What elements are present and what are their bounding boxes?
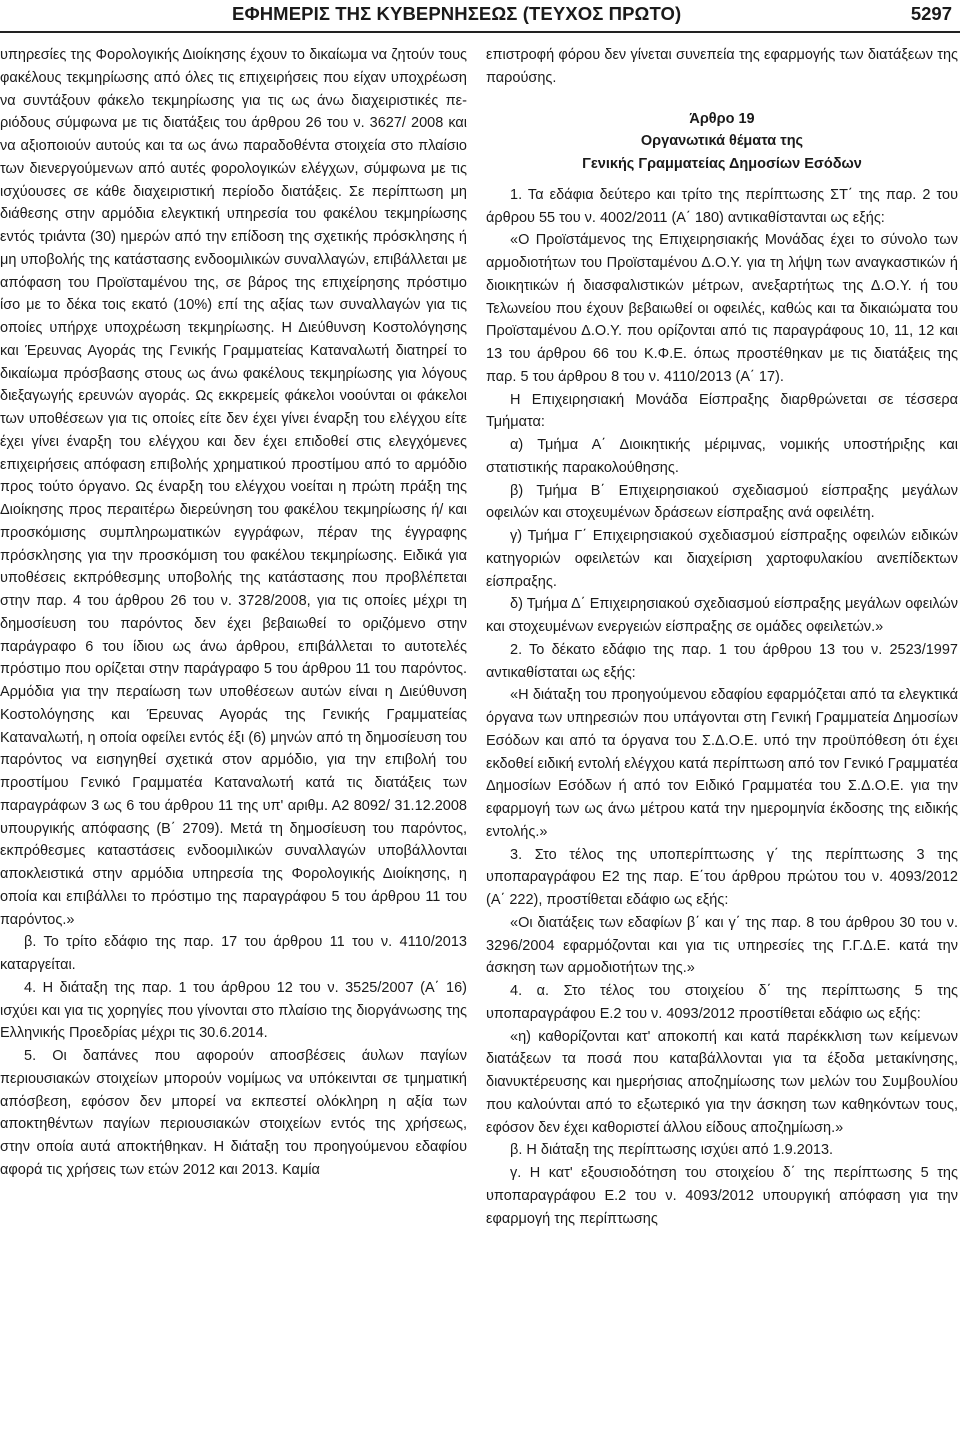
right-column: [486, 44, 958, 1230]
header-divider: [0, 31, 960, 33]
paragraph: β. Η διάταξη της περίπτωσης ισχύει από 1.9.2013.: [510, 1142, 834, 1159]
article-title: Οργανωτικά θέματα της: [640, 133, 804, 150]
spacer: [486, 176, 958, 184]
article-number: Άρθρο 19: [689, 110, 755, 127]
paragraph: Η Επιχειρησιακή Μονάδα Είσπραξης διαρθρώνεται σε τέσσερα Τμήματα:: [486, 391, 958, 431]
paragraph: 4. Η διάταξη της παρ. 1 του άρθρου 12 του ν. 3525/2007 (Α΄ 16) ισχύει και για τις χορηγίες που γίνονται στο πλαίσιο της διοργάνωσης της Ελληνικής Προεδρίας μέχρι τις 30.6.2014.: [0, 979, 467, 1042]
article-title: Γενικής Γραμματείας Δημοσίων Εσόδων: [582, 156, 862, 172]
paragraph: 2. Το δέκατο εδάφιο της παρ. 1 του άρθρου 13 του ν. 2523/1997 αντικαθίσταται ως εξής:: [486, 641, 958, 681]
paragraph: 1. Τα εδάφια δεύτερο και τρίτο της περίπτωσης ΣΤ΄ της παρ. 2 του άρθρου 55 του ν. 4002/2011 (Α΄ 180) αντικαθίστανται ως εξής:: [486, 186, 958, 226]
left-column: [0, 44, 467, 1182]
article-heading: [486, 108, 958, 176]
page-number: 5297: [910, 3, 952, 24]
gazette-title: ΕΦΗΜΕΡΙΣ ΤΗΣ ΚΥΒΕΡΝΗΣΕΩΣ (ΤΕΥΧΟΣ ΠΡΩΤΟ): [232, 3, 682, 24]
page-header: [0, 0, 960, 30]
paragraph: υπηρεσίες της Φορολογικής Διοίκησης έχουν το δικαίωμα να ζητούν τους φακέλους τεκμηρίωσης από όλες τις επιχειρήσεις που είχαν υποχρέωση να συντάξουν φάκελο τεκμηρίωσης για τις ως άνω διαχειριστικές περιόδους σύμφωνα με τις διατάξεις του άρθρου 26 του ν. 3627/ 2008 και να αξιοποιούν αυτούς και τα ως άνω παραδοθέντα στοιχεία στο πλαίσιο των διενεργούμενων από αυτές φορολογικών ελέγχων, σύμφωνα με τις ισχύουσες σε κάθε διαχειριστική περίοδο διατάξεις. Σε περίπτωση μη διάθεσης στην αρμόδια ελεγκτική υπηρεσία του φακέλου τεκμηρίωσης εντός τριάντα (30) ημερών από την επίδοση της σχετικής πρόσκλησης ή μη υποβολής της κατάστασης ενδοομιλικών συναλλαγών, επιβάλλεται με απόφαση του Προϊσταμένου της, σε βάρος της επιχείρησης πρόστιμο ίσο με το δέκα τοις εκατό (10%) επί της αξίας των συναλλαγών για τις οποίες υπήρχε υποχρέωση τεκμηρίωσης. Η Διεύθυνση Κοστολόγησης και Έρευνας Αγοράς της Γενικής Γραμματείας Καταναλωτή διατηρεί το δικαίωμα πρόσβασης στους ως άνω φακέλους τεκμηρίωσης για λόγους διεξαγωγής ερευνών αγοράς. Ως εκκρεμείς φάκελοι νοούνται οι φάκελοι των υποθέσεων για τις οποίες είτε δεν έχει γίνει έναρξη του ελέγχου είτε έχει γίνει έναρξη του ελέγχου και δεν έχει επιδοθεί στις ελεγχόμενες επιχειρήσεις απόφαση επιβολής χρηματικού προστίμου από το αρμόδιο προς τούτο όργανο. Ως έναρξη του ελέγχου νοείται η πρώτη πράξη της Διοίκησης προς περαιτέρω διερεύνηση του φακέλου τεκμηρίωσης ή/ και προσκόμισης συμπληρωματικών εγγράφων, πέραν της έγγραφης πρόσκλησης για την προσκόμιση του φακέλου τεκμηρίωσης. Ειδικά για υποθέσεις εκπρόθεσμης υποβολής της κατάστασης που προβλέπεται στην παρ. 4 του άρθρου 26 του ν. 3728/2008, για τις οποίες μέχρι τη δημοσίευση του παρόντος δεν έχει βεβαιωθεί το οριζόμενο στην παράγραφο 6 του ίδιου ως άνω άρθρου, επιβάλλεται το αυτοτελές πρόστιμο που ορίζεται στην παράγραφο 5 του άρθρου 11 του παρόντος. Αρμόδια για την περαίωση των υποθέσεων αυτών είναι η Διεύθυνση Κοστολόγησης και Έρευνας Αγοράς της Γενικής Γραμματείας Καταναλωτή, η οποία οφείλει εντός έξι (6) μηνών από τη δημοσίευση του παρόντος να εισηγηθεί σχετικά στον αρμόδιο, για την επιβολή του προστίμου Γενικό Γραμματέα Καταναλωτή κατά τις διατάξεις των παραγράφων 3 ως 6 του άρθρου 11 της υπ' αριθμ. Α2 8092/ 31.12.2008 υπουργικής απόφασης (Β΄ 2709). Μετά τη δημοσίευση του παρόντος, εκπρόθεσμες καταστάσεις ενδοομιλικών συναλλαγών υποβάλλονται αποκλειστικά στην αρμόδια υπηρεσία της Φορολογικής Διοίκησης, η οποία και επιβάλλει το πρόστιμο της παραγράφου 5 του άρθρου 11 του παρόντος.»: [0, 47, 467, 928]
paragraph: 4. α. Στο τέλος του στοιχείου δ΄ της περίπτωσης 5 της υποπαραγράφου Ε.2 του ν. 4093/2012 προστίθεται εδάφιο ως εξής:: [486, 983, 958, 1022]
paragraph: επιστροφή φόρου δεν γίνεται συνεπεία της εφαρμογής των διατάξεων της παρούσης.: [486, 47, 958, 86]
paragraph: 5. Οι δαπάνες που αφορούν αποσβέσεις άυλων παγίων περιουσιακών στοιχείων μπορούν νομίμως να υπόκεινται σε τμηματική απόσβεση, εφόσον δεν μπορεί να εκπεστεί ολόκληρη η αξία των αποκτηθέντων παγίων περιουσιακών στοιχείων εντός της χρήσεως, στην οποία αυτά αποκτήθηκαν. Η διάταξη του προηγούμενου εδαφίου αφορά τις χρήσεις των ετών 2012 και 2013. Καμία: [0, 1048, 467, 1178]
paragraph: β. Το τρίτο εδάφιο της παρ. 17 του άρθρου 11 του ν. 4110/2013 καταργείται.: [0, 934, 467, 973]
paragraph: «Ο Προϊστάμενος της Επιχειρησιακής Μονάδας έχει το σύνολο των αρμοδιοτήτων του Προϊσταμένου Δ.Ο.Υ. για τη λήψη των αναγκαστικών ή διοικητικών ή διασφαλιστικών μέτρων, ανεξαρτήτως της Δ.Ο.Υ. ή του Τελωνείου που έχουν βεβαιωθεί οι οφειλές, καθώς και τα δικαιώματα του Προϊσταμένου Δ.Ο.Υ. που ορίζονται από τις παραγράφους 10, 11, 12 και 13 του άρθρου 66 του Κ.Φ.Ε. όπως προστέθηκαν με τις διατάξεις της παρ. 5 του άρθρου 8 του ν. 4110/2013 (Α΄ 17).: [486, 232, 958, 385]
paragraph: γ. Η κατ' εξουσιοδότηση του στοιχείου δ΄ της περίπτωσης 5 της υποπαραγράφου Ε.2 του ν. 4093/2012 υπουργική απόφαση για την εφαρμογή της περίπτωσης: [486, 1165, 958, 1227]
paragraph: β) Τμήμα Β΄ Επιχειρησιακού σχεδιασμού είσπραξης μεγάλων οφειλών και στοχευμένων δράσεων είσπραξης ανά οφειλέτη.: [486, 482, 958, 522]
paragraph: δ) Τμήμα Δ΄ Επιχειρησιακού σχεδιασμού είσπραξης μεγάλων οφειλών και στοχευμένων ενεργειών είσπραξης σε ομάδες οφειλετών.»: [486, 596, 958, 635]
paragraph: 3. Στο τέλος της υποπερίπτωσης γ΄ της περίπτωσης 3 της υποπαραγράφου Ε2 της παρ. Ε΄του άρθρου πρώτου του ν. 4093/2012 (Α΄ 222), προστίθεται εδάφιο ως εξής:: [486, 846, 958, 908]
paragraph: «η) καθορίζονται κατ' αποκοπή και κατά παρέκκλιση των κείμενων διατάξεων τα ποσά που καταβάλλονται για τα έξοδα μετακίνησης, διανυκτέρευσης και ημερήσιας αποζημίωσης των μελών του Συμβουλίου που καλούνται από το εξωτερικό για την άσκηση των καθηκόντων τους, εφόσον δεν έχει καθοριστεί άλλου είδους αποζημίωση.»: [486, 1028, 958, 1136]
paragraph: «Η διάταξη του προηγούμενου εδαφίου εφαρμόζεται από τα ελεγκτικά όργανα των υπηρεσιών που υπάγονται στη Γενική Γραμματεία Δημοσίων Εσόδων και από τα όργανα του Σ.Δ.Ο.Ε. υπό την προϋπόθεση ότι έχει εκδοθεί ειδική εντολή ελέγχου κατά περίπτωση από τον Γενικό Γραμματέα Δημοσίων Εσόδων ή από τον Ειδικό Γραμματέα του Σ.Δ.Ο.Ε. για την εφαρμογή των ως άνω μέτρου κατά την ημερομηνία έκδοσης της ειδικής εντολής.»: [486, 687, 958, 840]
paragraph: γ) Τμήμα Γ΄ Επιχειρησιακού σχεδιασμού είσπραξης οφειλών ειδικών κατηγοριών οφειλετών και διαχείριση χαρτοφυλακίου ανεπίδεκτων είσπραξης.: [486, 528, 958, 590]
paragraph: «Οι διατάξεις των εδαφίων β΄ και γ΄ της παρ. 8 του άρθρου 30 του ν. 3296/2004 εφαρμόζονται και για τις υπηρεσίες της Γ.Γ.Δ.Ε. κατά την άσκηση των αρμοδιοτήτων της.»: [486, 914, 958, 977]
paragraph: α) Τμήμα Α΄ Διοικητικής μέριμνας, νομικής υποστήριξης και στατιστικής παρακολούθησης.: [486, 437, 958, 476]
